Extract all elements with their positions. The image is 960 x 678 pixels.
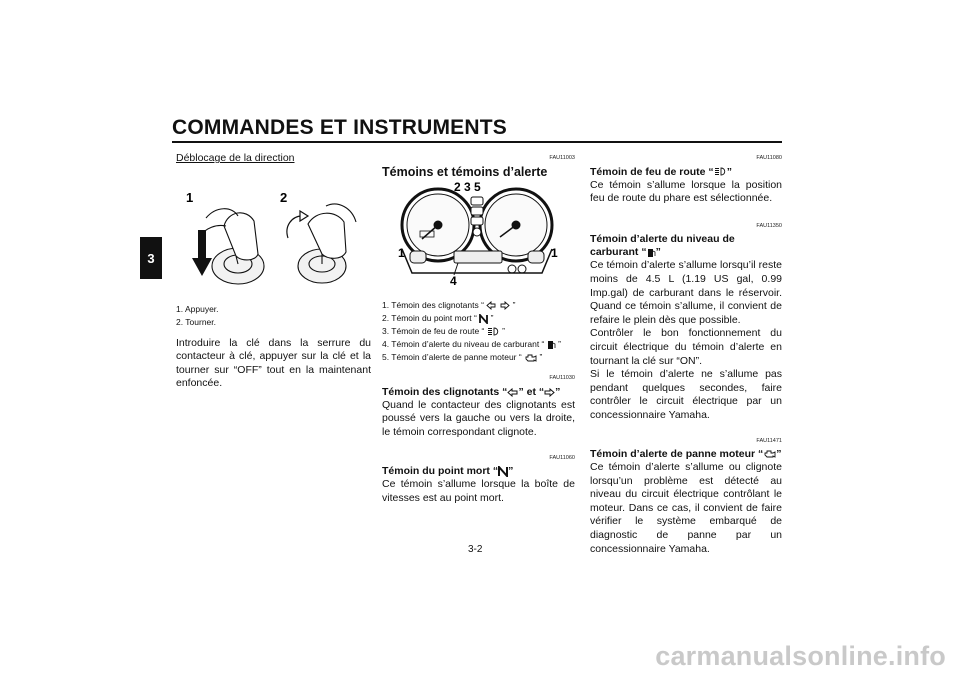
- reference-code: FAU11350: [756, 222, 782, 229]
- figure-label-1-right: 1: [551, 246, 558, 261]
- caption-item: 4. Témoin d’alerte du niveau de carburant “ ”: [382, 339, 561, 350]
- caption-item: 3. Témoin de feu de route “ ”: [382, 326, 505, 337]
- reference-code: FAU11003: [549, 155, 575, 161]
- turn-signal-icon: [486, 301, 510, 310]
- caption-item: 1. Appuyer.: [176, 303, 219, 314]
- header-rule: [172, 141, 782, 143]
- key-push-drawing: [200, 208, 264, 283]
- figure-label-4: 4: [450, 274, 457, 289]
- turn-signal-text: Quand le contacteur des clignotants est poussé vers la gauche ou vers la droite, le témoin correspondant clignote.: [382, 398, 575, 438]
- neutral-text: Ce témoin s’allume lorsque la boîte de vitesses est au point mort.: [382, 478, 575, 504]
- turn-left-icon: [507, 388, 518, 397]
- indicator-captions: [382, 299, 575, 364]
- fuel-text-3: Si le témoin d’alerte ne s’allume pas pendant quelques secondes, faire contrôler le circuit électrique par un concessionnaire Yamaha.: [590, 368, 782, 421]
- section-title-indicators: Témoins et témoins d’alerte: [382, 164, 548, 179]
- caption-item: 2. Témoin du point mort “ ”: [382, 313, 494, 324]
- turn-right-icon: [544, 388, 555, 397]
- column-steering-unlock: [176, 152, 371, 391]
- speedometer-gauge: [402, 189, 474, 261]
- engine-text: Ce témoin d’alerte s’allume ou clignote lorsqu’un problème est détecté au niveau du circuit électrique contrôlant le moteur. Dans ce cas, il convient de faire vérifier le système embarqué de diagnostic de panne par un concessionnaire Yamaha.: [590, 461, 782, 555]
- neutral-icon: [498, 466, 508, 477]
- section-title-steering-unlock: Déblocage de la direction: [176, 152, 295, 164]
- neutral-icon: [479, 314, 488, 324]
- chapter-tab: 3: [140, 237, 162, 279]
- column-indicator-lights: [382, 152, 575, 505]
- high-beam-icon: [714, 167, 727, 176]
- push-arrow-icon: [192, 230, 212, 276]
- steering-unlock-text: Introduire la clé dans la serrure du contacteur à clé, appuyer sur la clé et la tourner sur “OFF” tout en la maintenant enfoncée.: [176, 336, 371, 390]
- page-title: COMMANDES ET INSTRUMENTS: [172, 116, 507, 139]
- high-beam-text: Ce témoin s’allume lorsque la position feu de route du phare est sélectionnée.: [590, 178, 782, 205]
- figure-label-1-left: 1: [398, 246, 405, 261]
- high-beam-icon: [487, 327, 500, 336]
- figure-label-2: 2: [280, 189, 288, 205]
- engine-icon: [524, 353, 537, 363]
- turn-arrow-icon: [287, 211, 308, 238]
- reference-code: FAU11060: [549, 454, 575, 461]
- reference-code: FAU11080: [756, 155, 782, 161]
- figure-captions: [176, 303, 371, 329]
- tachometer-gauge: [480, 189, 552, 261]
- steering-unlock-figure: [176, 166, 366, 291]
- section-title-fuel-line1: Témoin d’alerte du niveau de: [590, 233, 735, 246]
- reference-code: FAU11030: [549, 375, 575, 382]
- section-title-fuel: carburant “ ”: [590, 246, 661, 259]
- watermark: carmanualsonline.info: [655, 641, 946, 671]
- section-title-high-beam: Témoin de feu de route “ ”: [590, 165, 732, 178]
- reference-code: FAU11471: [756, 437, 782, 444]
- section-title-engine: Témoin d’alerte de panne moteur “ ”: [590, 448, 782, 461]
- section-title-neutral: Témoin du point mort “ ”: [382, 465, 514, 478]
- caption-item: 1. Témoin des clignotants “ ”: [382, 300, 516, 311]
- caption-item: 2. Tourner.: [176, 316, 217, 327]
- figure-label-1: 1: [186, 189, 194, 205]
- lower-panel: [402, 249, 552, 275]
- page-number: 3-2: [468, 544, 483, 555]
- fuel-text-1: Ce témoin d’alerte s’allume lorsqu’il reste moins de 4.5 L (1.19 US gal, 0.99 Imp.gal) de carburant dans le réservoir. Quand ce témoin s’allume, il convient de refaire le plein dès que possible.: [590, 259, 782, 326]
- fuel-icon: [647, 248, 656, 258]
- figure-label-235: 2 3 5: [454, 180, 481, 195]
- fuel-text-2: Contrôler le bon fonctionnement du circuit électrique du témoin d’alerte en tournant la clé sur “ON”.: [590, 327, 782, 367]
- engine-icon: [763, 449, 776, 459]
- fuel-icon: [547, 340, 556, 350]
- section-title-turn-signal: Témoin des clignotants “ ” et “ ”: [382, 385, 561, 398]
- instrument-cluster-figure: [382, 179, 575, 297]
- caption-item: 5. Témoin d’alerte de panne moteur “ ”: [382, 352, 543, 363]
- column-warning-lights: [590, 152, 782, 556]
